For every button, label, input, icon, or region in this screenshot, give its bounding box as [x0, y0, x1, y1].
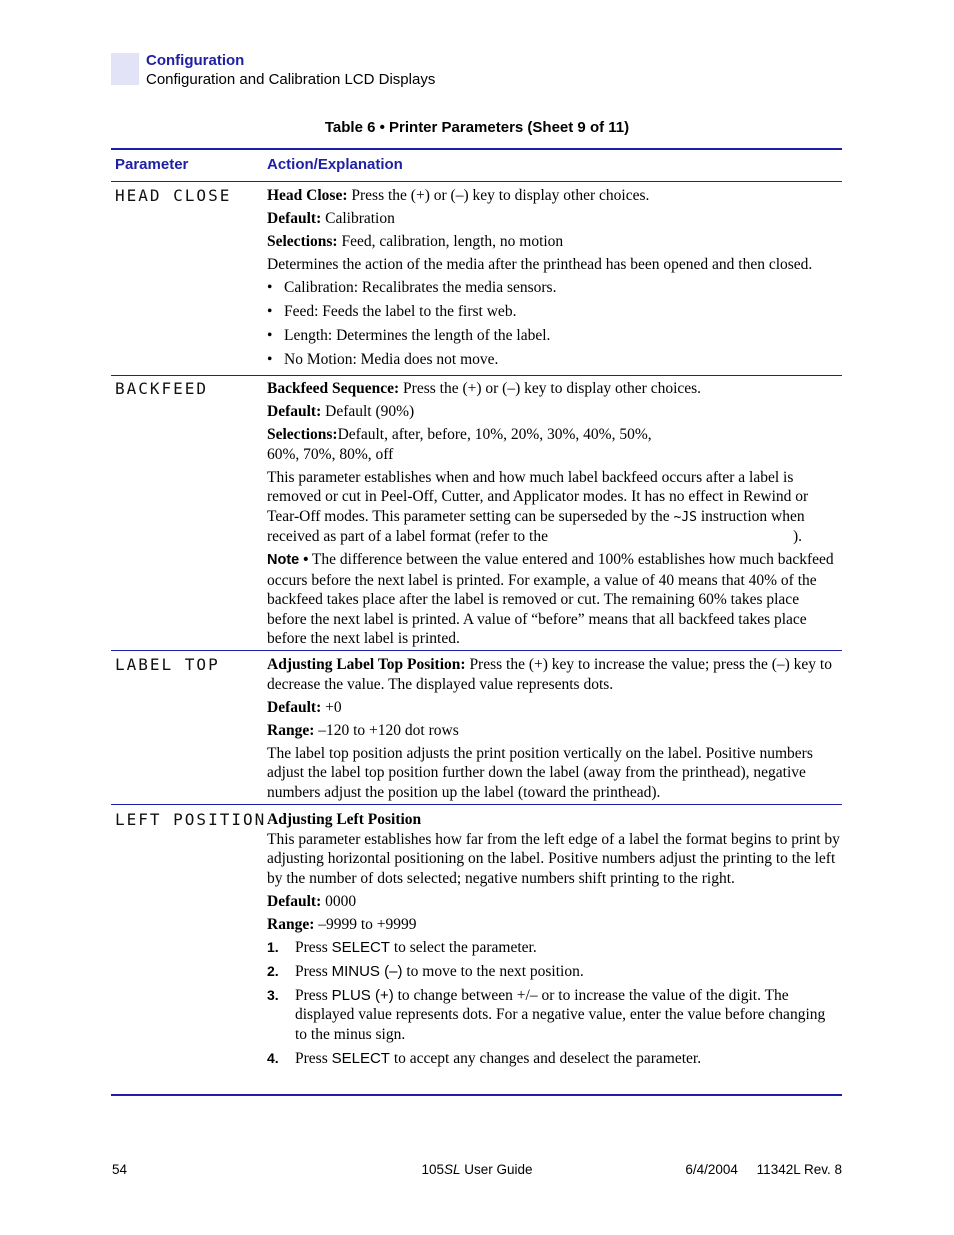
- list-item: • Feed: Feeds the label to the first web.: [267, 303, 517, 320]
- row-left-position: [267, 810, 841, 1073]
- page-number: 54: [112, 1162, 128, 1177]
- label-top-default: Default: +0: [267, 698, 342, 716]
- table-top-rule: [111, 148, 842, 150]
- lcd-left-position: LEFT POSITION: [115, 810, 267, 829]
- lcd-head-close: HEAD CLOSE: [115, 186, 232, 205]
- list-item: • Calibration: Recalibrates the media sensors.: [267, 279, 557, 296]
- label-top-range: Range: –120 to +120 dot rows: [267, 721, 459, 739]
- lcd-backfeed: BACKFEED: [115, 379, 209, 398]
- label-top-description: The label top position adjusts the print position vertically on the label. Positive numbers adjust the label top position further down the label (away from the printhead), negative numbers adjust the position up the label (toward the printhead).: [267, 744, 813, 801]
- list-item: • No Motion: Media does not move.: [267, 351, 499, 368]
- list-item: 4. Press SELECT to accept any changes and deselect the parameter.: [267, 1049, 702, 1067]
- backfeed-description: This parameter establishes when and how much label backfeed occurs after a label is removed or cut in Peel-Off, Cutter, and Applicator modes. It has no effect in Rewind or Tear-Off modes. This parameter setting can be superseded by the ~JS instruction when received as part of a label format (refer to the ).: [267, 468, 809, 545]
- row-label-top: [267, 655, 841, 806]
- list-item: • Length: Determines the length of the label.: [267, 327, 551, 344]
- backfeed-default: Default: Default (90%): [267, 403, 415, 420]
- column-header-parameter: Parameter: [115, 156, 189, 173]
- subsection-title: Configuration and Calibration LCD Displays: [146, 71, 436, 88]
- column-header-action: Action/Explanation: [267, 156, 403, 173]
- left-position-range: Range: –9999 to +9999: [267, 915, 417, 933]
- backfeed-title: Backfeed Sequence: Press the (+) or (–) key to display other choices.: [267, 380, 702, 397]
- row-backfeed: [267, 379, 841, 652]
- backfeed-selections: Selections:Default, after, before, 10%, 20%, 30%, 40%, 50%, 60%, 70%, 80%, off: [267, 426, 652, 463]
- backfeed-note: Note • The difference between the value entered and 100% establishes how much backfeed occurs before the next label is printed. For example, a value of 40 means that 40% of the backfeed takes place after the label is removed or cut. The remaining 60% takes place before the next label is printed. A value of “before” means that all backfeed takes place before the next label is printed.: [267, 551, 834, 647]
- head-close-title: Head Close: Press the (+) or (–) key to display other choices.: [267, 187, 650, 204]
- left-position-steps: [267, 938, 841, 1069]
- code-js: ~JS: [673, 509, 697, 525]
- footer-date-revision: 6/4/2004 11342L Rev. 8: [685, 1162, 842, 1177]
- header-divider-rule: [111, 181, 842, 182]
- head-close-default: Default: Calibration: [267, 210, 395, 227]
- list-item: 3. Press PLUS (+) to change between +/– or to increase the value of the digit. The displayed value represents dots. For a negative value, enter the value before changing to the minus sign.: [267, 986, 826, 1043]
- header-accent-box: [111, 53, 139, 85]
- label-top-title: Adjusting Label Top Position: Press the (+) key to increase the value; press the (–) key to decrease the value. The displayed value represents dots.: [267, 656, 832, 693]
- footer-guide-title: 105SL User Guide: [421, 1162, 533, 1177]
- section-title: Configuration: [146, 52, 245, 69]
- table-bottom-rule: [111, 1094, 842, 1096]
- head-close-selections: Selections: Feed, calibration, length, no motion: [267, 233, 564, 250]
- row-head-close: [267, 186, 841, 374]
- row-divider-rule: [111, 650, 842, 651]
- lcd-label-top: LABEL TOP: [115, 655, 220, 674]
- row-divider-rule: [111, 375, 842, 376]
- left-position-description: This parameter establishes how far from the left edge of a label the format begins to print by adjusting horizontal positioning on the label. Positive numbers adjust the printing to the left by the number of dots selected; negative numbers shift printing to the right.: [267, 830, 840, 887]
- list-item: 1. Press SELECT to select the parameter.: [267, 938, 537, 956]
- list-item: 2. Press MINUS (–) to move to the next position.: [267, 962, 584, 980]
- head-close-description: Determines the action of the media after the printhead has been opened and then closed.: [267, 256, 813, 273]
- left-position-title: Adjusting Left Position: [267, 811, 422, 828]
- left-position-default: Default: 0000: [267, 892, 357, 910]
- row-divider-rule: [111, 804, 842, 805]
- table-title: Table 6 • Printer Parameters (Sheet 9 of 11): [324, 119, 630, 136]
- head-close-bullets: [267, 278, 841, 370]
